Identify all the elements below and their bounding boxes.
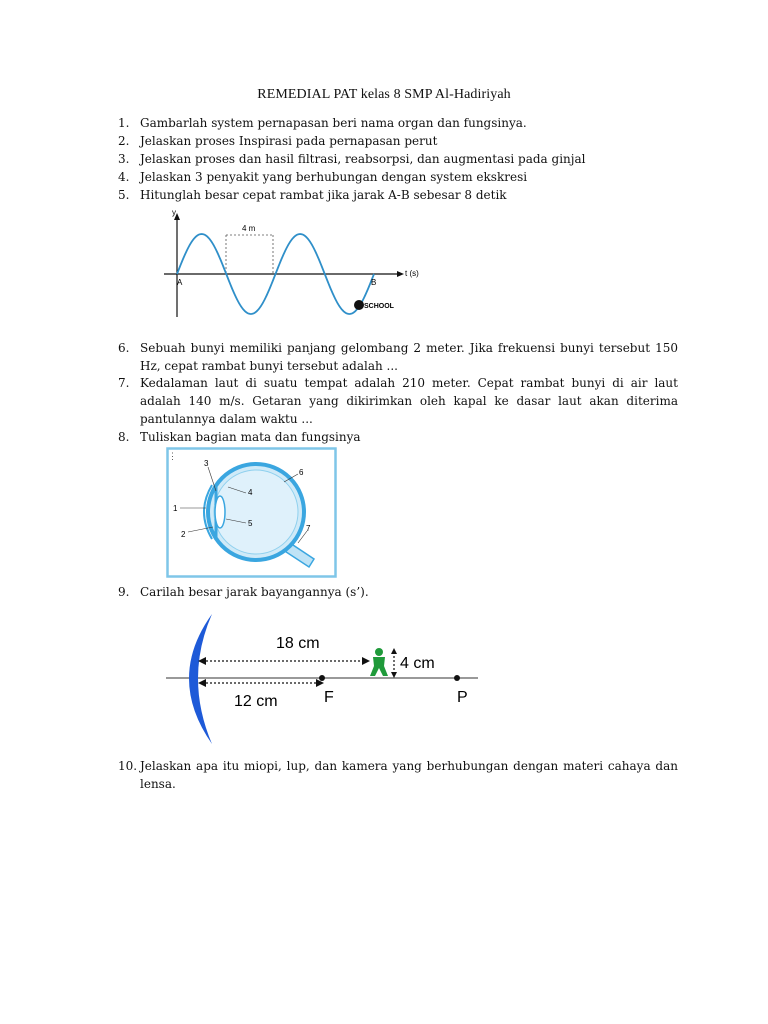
y-axis-label: y [172,208,176,217]
eye-label-6: 6 [299,468,304,477]
object-height-arrow-down-icon [391,672,397,678]
question-text: Kedalaman laut di suatu tempat adalah 210 meter. Cepat rambat bunyi di air laut adalah 140 m/s. Getaran yang dikirimkan oleh kapal ke dasar laut akan diterima pantulannya dalam waktu ... [140,376,678,426]
question-10 [118,757,678,793]
mirror-diagram [160,610,490,750]
question-number: 7. [118,376,130,390]
question-number: 4. [118,170,130,184]
question-number: 8. [118,430,130,444]
question-text: Jelaskan 3 penyakit yang berhubungan dengan system ekskresi [140,170,528,184]
document-title: REMEDIAL PAT kelas 8 SMP Al-Hadiriyah [257,87,511,102]
question-number: 5. [118,188,130,202]
question-text: Tuliskan bagian mata dan fungsinya [140,430,361,444]
question-text: Jelaskan proses Inspirasi pada pernapasan perut [140,134,438,148]
wave-diagram [160,205,420,325]
point-p [454,675,460,681]
question-number: 10. [118,759,138,773]
question-number: 6. [118,341,130,355]
focal-distance-label: 12 cm [234,693,278,710]
question-text: Sebuah bunyi memiliki panjang gelombang 2 meter. Jika frekuensi bunyi tersebut 150 Hz, cepat rambat bunyi tersebut adalah ... [140,341,678,373]
menu-dots-icon: ⋮ [168,451,177,461]
lens [215,496,225,528]
question-8 [118,428,678,446]
point-p-label: P [457,689,468,706]
question-text: Gambarlah system pernapasan beri nama organ dan fungsinya. [140,116,527,130]
eye-label-2: 2 [181,530,186,539]
question-number: 2. [118,134,130,148]
question-text: Jelaskan apa itu miopi, lup, dan kamera yang berhubungan dengan materi cahaya dan lensa. [140,759,678,791]
eye-label-3: 3 [204,459,209,468]
question-text: Carilah besar jarak bayangannya (s’). [140,585,369,599]
object-height-arrow-up-icon [391,648,397,654]
question-7 [118,374,678,428]
t-axis-arrow-icon [397,271,404,277]
focal-distance-arrow-left-icon [198,679,206,687]
question-2 [118,132,678,150]
question-text: Jelaskan proses dan hasil filtrasi, reabsorpsi, dan augmentasi pada ginjal [140,152,586,166]
vitreous-body [214,470,298,554]
question-number: 3. [118,152,130,166]
question-1 [118,114,678,132]
object-distance-label: 18 cm [276,635,320,652]
school-logo-icon [354,300,364,310]
school-logo-text: SCHOOL [364,303,394,310]
question-9 [118,583,678,601]
span-label: 4 m [242,224,256,233]
eye-label-5: 5 [248,519,253,528]
point-b-label: B [371,278,377,287]
point-a-label: A [177,278,183,287]
question-number: 1. [118,116,130,130]
question-4 [118,168,678,186]
t-axis-label: t (s) [405,269,419,278]
object-figure-icon [370,648,388,676]
question-5 [118,186,678,204]
focal-point [319,675,325,681]
eye-label-4: 4 [248,488,253,497]
eye-diagram [166,447,338,579]
question-number: 9. [118,585,130,599]
focus-label: F [324,689,334,706]
question-3 [118,150,678,168]
eye-label-1: 1 [173,504,178,513]
eye-label-7: 7 [306,524,311,533]
question-text: Hitunglah besar cepat rambat jika jarak A-B sebesar 8 detik [140,188,507,202]
object-distance-arrow-right-icon [362,657,370,665]
question-6 [118,339,678,375]
object-height-label: 4 cm [400,655,435,672]
concave-mirror [189,614,212,744]
